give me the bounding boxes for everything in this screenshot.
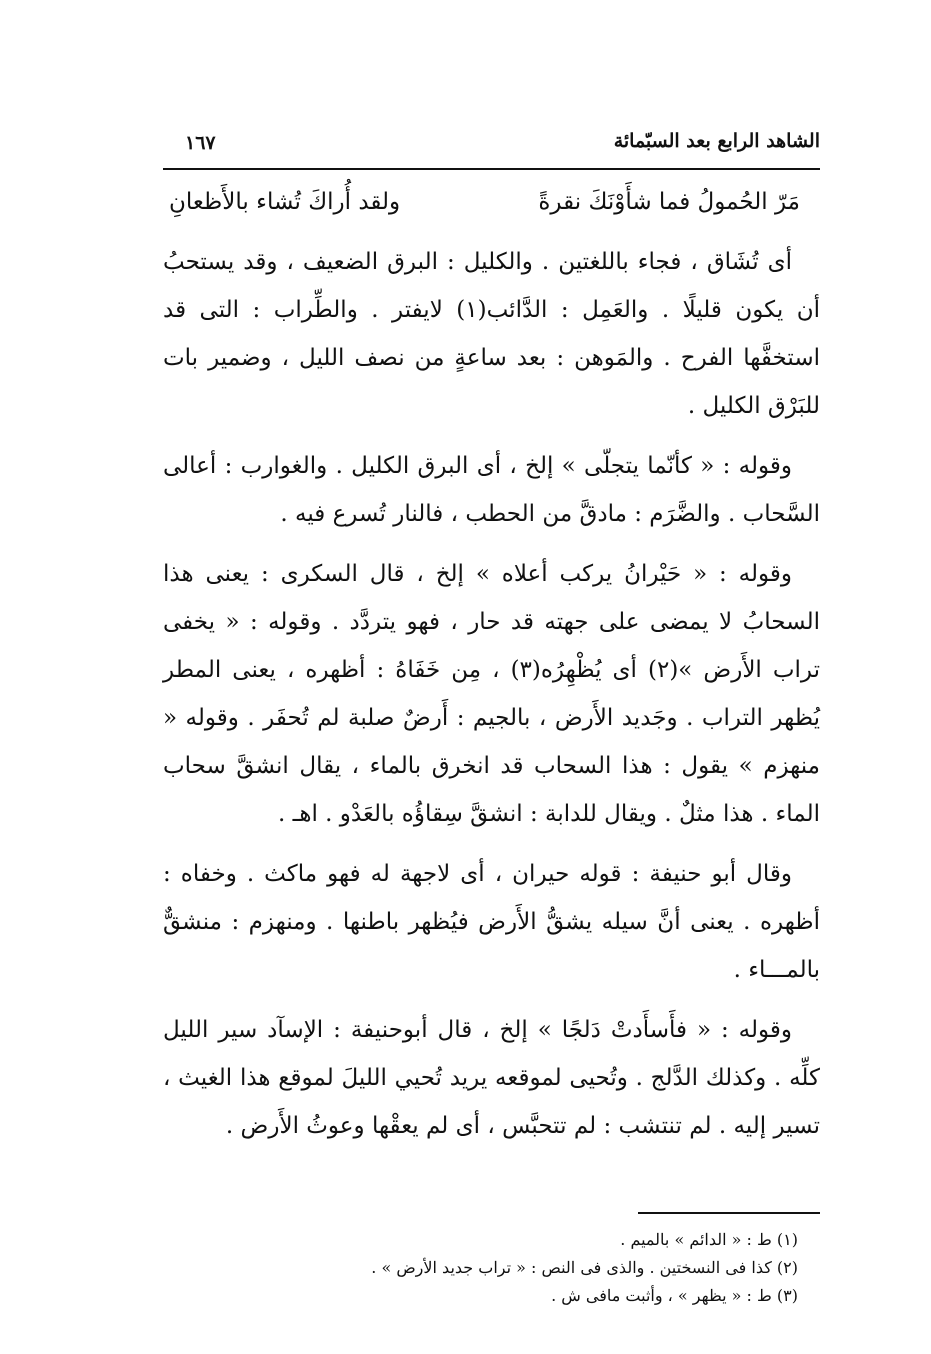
commentary-paragraph: أى تُشَاق ، فجاء باللغتين . والكليل : البرق الضعيف ، وقد يستحبُ أن يكون قليلًا . والعَمِل : الدَّائب(١) لايفتر . والطِّراب : التى قد استخفَّها الفرح . والمَوهن : بعد ساعةٍ من نصف الليل ، وضمير بات للبَرْق الكليل .: [163, 249, 820, 419]
verse-second-hemistich: ولقد أُراكَ تُشاء بالأَظعانِ: [169, 189, 401, 215]
footnote-divider: [638, 1212, 820, 1214]
footnote-item: (٣) ط : « يظهر » ، وأثبت مافى ش .: [551, 1286, 798, 1305]
poetry-verse: [163, 178, 820, 226]
commentary-paragraph: وقوله : « فأَسأَدتْ دَلجًا » إلخ ، قال أبوحنيفة : الإسآد سير الليل كلِّه . وكذلك الدَّلج . وتُحيى لموقعه يريد تُحيي الليلَ لموقع هذا الغيث ، تسير إليه . لم تنتشب : لم تتحبَّس ، أى لم يعقْها وعوثُ الأَرض .: [163, 1017, 820, 1139]
page-number: ١٦٧: [185, 132, 216, 154]
footnotes: [163, 1212, 820, 1310]
page-header: [163, 128, 820, 170]
footnote-item: (٢) كذا فى النسختين . والذى فى النص : « تراب جديد الأرض » .: [371, 1258, 798, 1277]
commentary-paragraph: وقوله : « حَيْرانُ يركب أعلاه » إلخ ، قال السكرى : يعنى هذا السحابُ لا يمضى على جهته قد حار ، فهو يتردَّد . وقوله : « يخفى تراب الأَرض »(٢) أى يُظْهِرُه(٣) ، مِن خَفَاهُ : أظهره ، يعنى المطر يُظهر التراب . وجَديد الأَرض ، بالجيم : أَرضٌ صلبة لم تُحفَر . وقوله « منهزم » يقول : هذا السحاب قد انخرق بالماء ، يقال انشقَّ سحاب الماء . هذا مثلٌ . ويقال للدابة : انشقَّ سِقاؤُه بالعَدْو . اهـ .: [163, 561, 820, 827]
main-text: [163, 178, 820, 1162]
footnote-item: (١) ط : « الدائم » بالميم .: [620, 1230, 798, 1249]
commentary-paragraph: وقوله : « كأنّما يتجلّى » إلخ ، أى البرق الكليل . والغوارب : أعالى السَّحاب . والضَّرَم : مادقَّ من الحطب ، فالنار تُسرع فيه .: [163, 453, 820, 527]
running-title: الشاهد الرابع بعد السبّمائة: [613, 130, 820, 152]
verse-first-hemistich: مَرّ الحُمولُ فما شأَوْنَكَ نقرةً: [538, 189, 800, 215]
commentary-paragraph: وقال أبو حنيفة : قوله حيران ، أى لاجهة له فهو ماكث . وخفاه : أظهره . يعنى أنَّ سيله يشقُّ الأَرض فيُظهر باطنها . ومنهزم : منشقٌّ بالمـــاء .: [163, 861, 820, 983]
